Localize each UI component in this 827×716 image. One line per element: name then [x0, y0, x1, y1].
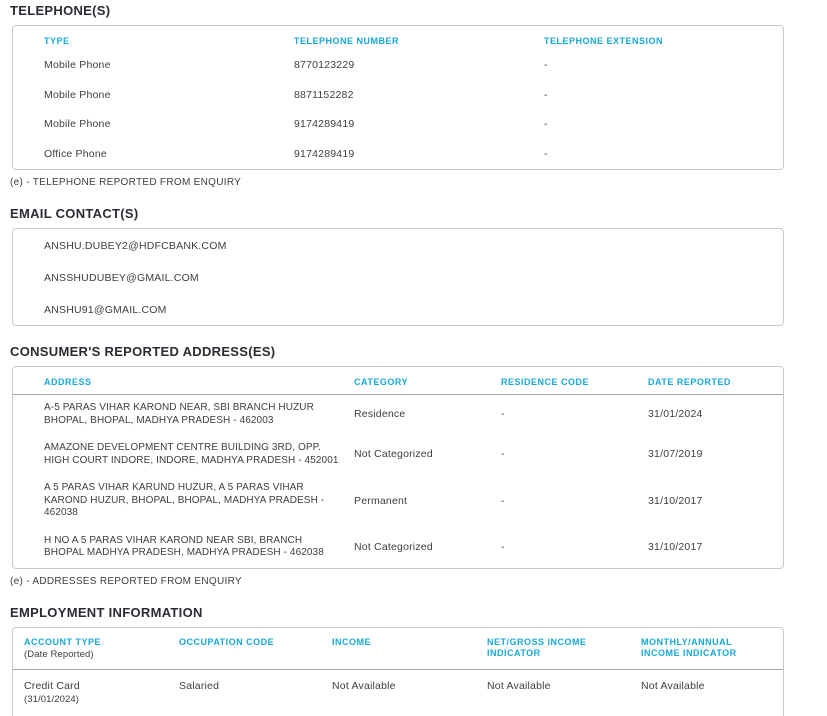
address-row	[13, 475, 783, 528]
employment-col-monthly-annual: MONTHLY/ANNUAL INCOME INDICATOR	[641, 636, 737, 658]
address-text: A-5 PARAS VIHAR KAROND NEAR, SBI BRANCH HUZUR BHOPAL, BHOPAL, MADHYA PRADESH - 462003	[44, 402, 314, 426]
address-row	[13, 528, 783, 568]
telephones-section	[0, 3, 827, 188]
address-date-reported: 31/10/2017	[648, 494, 703, 507]
telephones-section-title: TELEPHONE(S)	[10, 3, 111, 18]
address-category: Not Categorized	[354, 540, 433, 553]
addresses-footnote: (e) - ADDRESSES REPORTED FROM ENQUIRY	[10, 575, 242, 587]
employment-col-occupation-code: OCCUPATION CODE	[179, 636, 275, 647]
employment-income: Not Available	[332, 679, 396, 692]
address-residence-code: -	[501, 408, 505, 421]
address-text: AMAZONE DEVELOPMENT CENTRE BUILDING 3RD, OPP. HIGH COURT INDORE, INDORE, MADHYA PRADESH - 452001	[44, 442, 339, 466]
address-date-reported: 31/10/2017	[648, 540, 703, 553]
employment-account-type	[24, 680, 179, 707]
email-item	[13, 229, 783, 261]
addresses-section-title: CONSUMER'S REPORTED ADDRESS(ES)	[10, 344, 276, 359]
telephone-type: Office Phone	[44, 147, 107, 160]
telephone-row	[13, 81, 783, 111]
employment-col-date-reported-sub: (Date Reported)	[24, 649, 94, 660]
email-address: ANSSHUDUBEY@GMAIL.COM	[44, 272, 199, 284]
employment-occupation-code: Salaried	[179, 679, 220, 692]
addresses-table-header	[13, 367, 783, 395]
employment-col-account-type	[24, 637, 179, 661]
telephone-extension: -	[544, 147, 548, 160]
email-address: ANSHU91@GMAIL.COM	[44, 304, 167, 316]
address-date-reported: 31/07/2019	[648, 448, 703, 461]
telephone-number: 8871152282	[294, 88, 354, 101]
emails-section-title: EMAIL CONTACT(S)	[10, 206, 139, 221]
employment-col-income: INCOME	[332, 636, 371, 647]
address-date-reported: 31/01/2024	[648, 408, 703, 421]
address-category: Not Categorized	[354, 448, 433, 461]
email-item	[13, 261, 783, 293]
addresses-col-residence-code: RESIDENCE CODE	[501, 377, 590, 387]
telephone-number: 9174289419	[294, 147, 355, 160]
telephone-row	[13, 140, 783, 170]
employment-monthly-annual: Not Available	[641, 679, 705, 692]
telephone-type: Mobile Phone	[44, 59, 111, 71]
addresses-col-category: CATEGORY	[354, 377, 409, 387]
employment-account-type-value: Credit Card	[24, 679, 80, 692]
email-address: ANSHU.DUBEY2@HDFCBANK.COM	[44, 240, 227, 252]
telephones-col-number: TELEPHONE NUMBER	[294, 36, 400, 46]
address-residence-code: -	[501, 448, 505, 461]
telephone-extension: -	[544, 118, 548, 130]
employment-date-reported: (31/01/2024)	[24, 694, 80, 705]
email-item	[13, 293, 783, 325]
employment-net-gross: Not Available	[487, 679, 551, 692]
address-residence-code: -	[501, 494, 505, 507]
telephones-table	[12, 25, 784, 170]
employment-col-account-type-label: ACCOUNT TYPE	[24, 636, 102, 647]
employment-section-title: EMPLOYMENT INFORMATION	[10, 604, 203, 620]
addresses-col-date-reported: DATE REPORTED	[648, 377, 731, 387]
emails-section	[0, 206, 827, 326]
telephone-number: 8770123229	[294, 59, 355, 71]
telephone-type: Mobile Phone	[44, 88, 111, 101]
employment-row	[13, 670, 783, 716]
addresses-col-address: ADDRESS	[44, 377, 92, 387]
telephone-row	[13, 110, 783, 140]
employment-col-net-gross: NET/GROSS INCOME INDICATOR	[487, 636, 587, 658]
address-text: H NO A 5 PARAS VIHAR KAROND NEAR SBI, BRANCH BHOPAL MADHYA PRADESH, MADHYA PRADESH - 462038	[44, 534, 324, 558]
address-row	[13, 435, 783, 475]
telephones-col-extension: TELEPHONE EXTENSION	[544, 36, 664, 46]
address-residence-code: -	[501, 540, 505, 553]
employment-table-header	[13, 628, 783, 670]
address-text: A 5 PARAS VIHAR KARUND HUZUR, A 5 PARAS VIHAR KAROND HUZUR, BHOPAL, BHOPAL, MADHYA PRADESH - 462038	[44, 482, 325, 518]
telephones-table-header	[13, 26, 783, 51]
telephone-extension: -	[544, 59, 548, 71]
telephone-number: 9174289419	[294, 118, 355, 130]
employment-table	[12, 627, 784, 716]
telephone-row	[13, 51, 783, 81]
address-category: Permanent	[354, 494, 408, 507]
addresses-section	[0, 344, 827, 587]
telephone-type: Mobile Phone	[44, 118, 111, 130]
address-category: Residence	[354, 408, 406, 421]
employment-section	[0, 605, 827, 716]
address-row	[13, 395, 783, 435]
telephones-col-type: TYPE	[44, 36, 70, 46]
telephone-extension: -	[544, 88, 548, 101]
addresses-table	[12, 366, 784, 569]
telephones-footnote: (e) - TELEPHONE REPORTED FROM ENQUIRY	[10, 177, 242, 188]
emails-list	[12, 228, 784, 326]
